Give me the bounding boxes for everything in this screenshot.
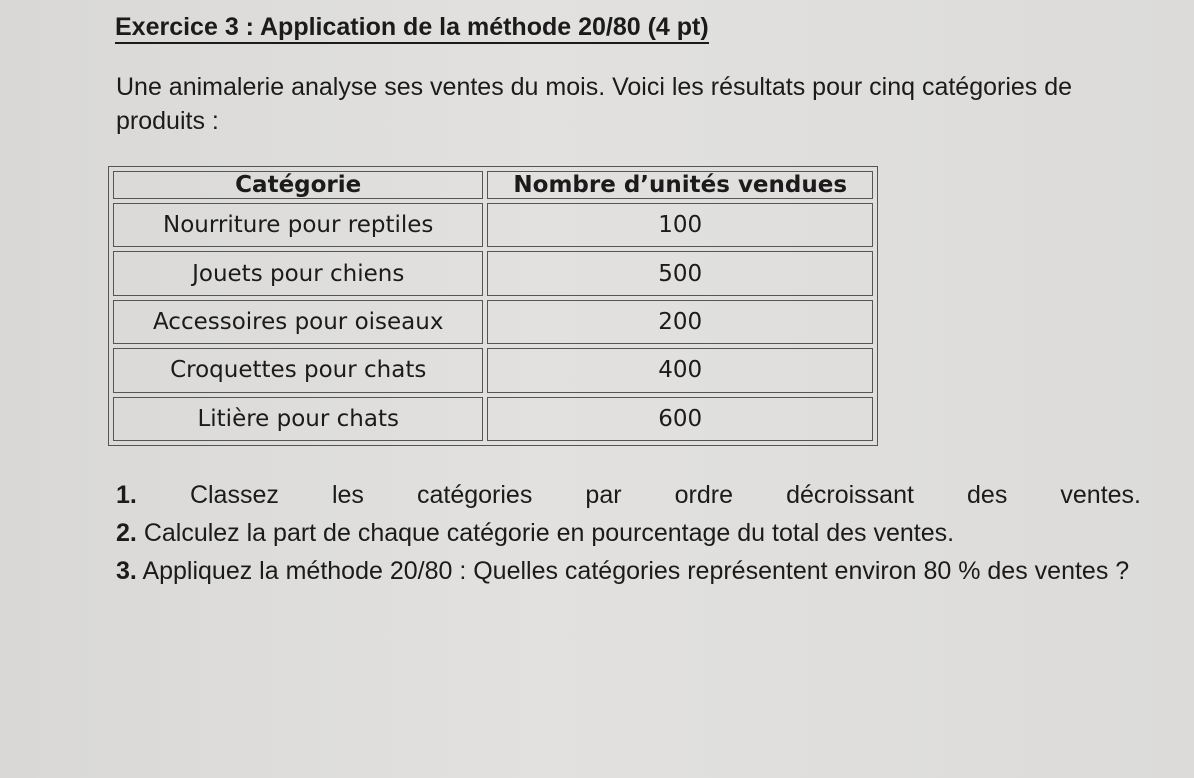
sales-table: [109, 167, 877, 445]
questions-list: [116, 476, 1141, 590]
units-cell: 400: [487, 348, 873, 392]
units-cell: 200: [487, 300, 873, 344]
units-cell: 100: [487, 203, 873, 247]
table-header-row: [113, 171, 873, 199]
sales-table-frame: [108, 166, 878, 446]
question-text: Classez les catégories par ordre décroissant des ventes.: [189, 481, 1141, 509]
table-row: [113, 251, 873, 295]
question-3: [116, 552, 1141, 590]
question-number: 1.: [116, 481, 137, 509]
question-text: Appliquez la méthode 20/80 : Quelles catégories représentent environ 80 % des ventes ?: [142, 557, 1130, 585]
question-2: [116, 514, 1141, 552]
category-cell: Jouets pour chiens: [113, 251, 483, 295]
question-number: 3.: [116, 557, 137, 585]
intro-paragraph: Une animalerie analyse ses ventes du mois. Voici les résultats pour cinq catégories de produits :: [116, 73, 1073, 135]
column-header-category: Catégorie: [113, 171, 483, 199]
table-row: [113, 300, 873, 344]
category-cell: Croquettes pour chats: [113, 348, 483, 392]
category-cell: Litière pour chats: [113, 397, 483, 441]
category-cell: Accessoires pour oiseaux: [113, 300, 483, 344]
table-row: [113, 397, 873, 441]
question-number: 2.: [116, 519, 137, 547]
units-cell: 500: [487, 251, 873, 295]
table-row: [113, 203, 873, 247]
question-text: Calculez la part de chaque catégorie en pourcentage du total des ventes.: [143, 519, 955, 547]
category-cell: Nourriture pour reptiles: [113, 203, 483, 247]
units-cell: 600: [487, 397, 873, 441]
column-header-units: Nombre d’unités vendues: [487, 171, 873, 199]
table-row: [113, 348, 873, 392]
exercise-title: Exercice 3 : Application de la méthode 20/80 (4 pt): [115, 12, 709, 44]
question-1: [116, 476, 1141, 514]
